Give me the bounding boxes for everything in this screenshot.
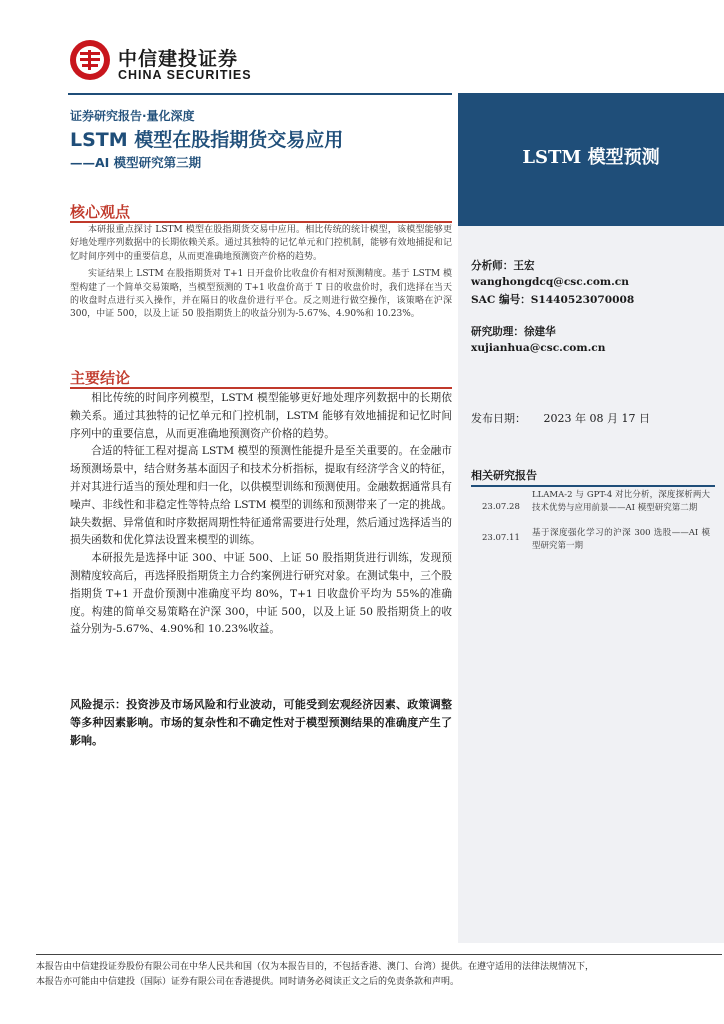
related-report-date-1: 23.07.28 xyxy=(482,502,520,512)
assistant-name: 研究助理：徐建华 xyxy=(471,326,556,338)
related-reports-rule xyxy=(471,485,715,487)
risk-notice: 风险提示：投资涉及市场风险和行业波动，可能受到宏观经济因素、政策调整等多种因素影响。市场的复杂性和不确定性对于模型预测结果的准确度产生了影响。 xyxy=(70,698,452,747)
logo-bar-vertical xyxy=(88,50,91,70)
banner-block xyxy=(458,93,724,226)
brand-name-cn: 中信建投证券 xyxy=(118,48,239,70)
logo-bar-bottom xyxy=(82,64,98,67)
publish-date xyxy=(471,410,650,426)
brand-name-en: CHINA SECURITIES xyxy=(118,68,252,82)
report-subtitle: ——AI 模型研究第三期 xyxy=(70,155,202,170)
conclusion-rule xyxy=(70,387,452,389)
footer-rule xyxy=(36,954,722,955)
core-view-body xyxy=(70,224,452,322)
core-view-paragraph-1: 本研报重点探讨 LSTM 模型在股指期货交易中应用。相比传统的统计模型，该模型能够更好地处理序列数据中的长期依赖关系。通过其独特的记忆单元和门控机制，能够有效地捕捉和记忆时间序列中的重要信息，从而更准确地预测资产价格的趋势。 xyxy=(70,225,452,262)
analyst-email: wanghongdcq@csc.com.cn xyxy=(471,276,629,288)
title-rule xyxy=(68,93,452,95)
conclusion-paragraph-1: 相比传统的时间序列模型，LSTM 模型能够更好地处理序列数据中的长期依赖关系。通过其独特的记忆单元和门控机制，LSTM 能够有效地捕捉和记忆时间序列中的重要信息，从而更准确地预测资产价格的趋势。 xyxy=(70,392,452,440)
china-securities-logo xyxy=(70,40,110,80)
footer-disclaimer xyxy=(36,960,722,990)
banner-title: LSTM 模型预测 xyxy=(522,147,660,168)
analyst-name: 分析师：王宏 xyxy=(471,260,535,272)
related-reports-heading: 相关研究报告 xyxy=(471,469,537,482)
conclusion-heading: 主要结论 xyxy=(70,369,131,387)
footer-line-1: 本报告由中信建投证券股份有限公司在中华人民共和国（仅为本报告目的，不包括香港、澳门、台湾）提供。在遵守适用的法律法规情况下， xyxy=(36,962,595,972)
publish-date-value: 2023 年 08 月 17 日 xyxy=(543,412,650,425)
footer-line-2: 本报告亦可能由中信建投（国际）证券有限公司在香港提供。同时请务必阅读正文之后的免责条款和声明。 xyxy=(36,977,460,987)
core-view-paragraph-2: 实证结果上 LSTM 在股指期货对 T+1 日开盘价比收盘价有相对预测精度。基于 LSTM 模型构建了一个简单交易策略，当模型预测的 T+1 收盘价高于 T 日的收盘价时，我们选择在当天的收盘时点进行买入操作，并在隔日的收盘价进行平仓。反之则进行做空操作，该策略在沪深 300，中证 500，以及上证 50 股指期货上的收益分别为-5.67%、4.90%和 10.23%。 xyxy=(70,269,452,320)
related-report-title-2[interactable]: 基于深度强化学习的沪深 300 选股——AI 模型研究第一期 xyxy=(532,528,710,551)
core-view-heading: 核心观点 xyxy=(70,203,131,221)
related-report-title-1[interactable]: LLAMA-2 与 GPT-4 对比分析，深度探析两大技术优势与应用前景——AI 模型研究第二期 xyxy=(532,490,710,513)
logo-ring xyxy=(76,46,104,74)
analyst-sac: SAC 编号：S1440523070008 xyxy=(471,294,635,306)
related-report-date-2: 23.07.11 xyxy=(482,533,520,543)
report-series: 证券研究报告·量化深度 xyxy=(70,109,195,123)
assistant-email: xujianhua@csc.com.cn xyxy=(471,342,606,354)
report-title: LSTM 模型在股指期货交易应用 xyxy=(70,129,344,151)
publish-date-label: 发布日期： xyxy=(471,412,526,425)
conclusion-body xyxy=(70,390,452,639)
core-view-rule xyxy=(70,221,452,223)
conclusion-paragraph-2: 合适的特征工程对提高 LSTM 模型的预测性能提升是至关重要的。在金融市场预测场景中，结合财务基本面因子和技术分析指标，提取有经济学含义的特征，并对其进行适当的预处理和归一化，以供模型训练和预测使用。金融数据通常具有噪声、非线性和非稳定性等特点给 LSTM 模型的训练和预测带来了一定的挑战。缺失数据、异常值和时序数据周期性特征通常需要进行处理，然后通过选择适当的损失函数和优化算法设置来模型的训练。 xyxy=(70,445,452,547)
conclusion-paragraph-3: 本研报先是选择中证 300、中证 500、上证 50 股指期货进行训练，发现预测精度较高后，再选择股指期货主力合约案例进行研究对象。在测试集中，三个股指期货 T+1 开盘价预测中准确度平均 80%，T+1 日收盘价平均为 55%的准确度。构建的简单交易策略在沪深 300，中证 500，以及上证 50 股指期货上的收益分别为-5.67%、4.90%和 10.23%收益。 xyxy=(70,552,452,636)
